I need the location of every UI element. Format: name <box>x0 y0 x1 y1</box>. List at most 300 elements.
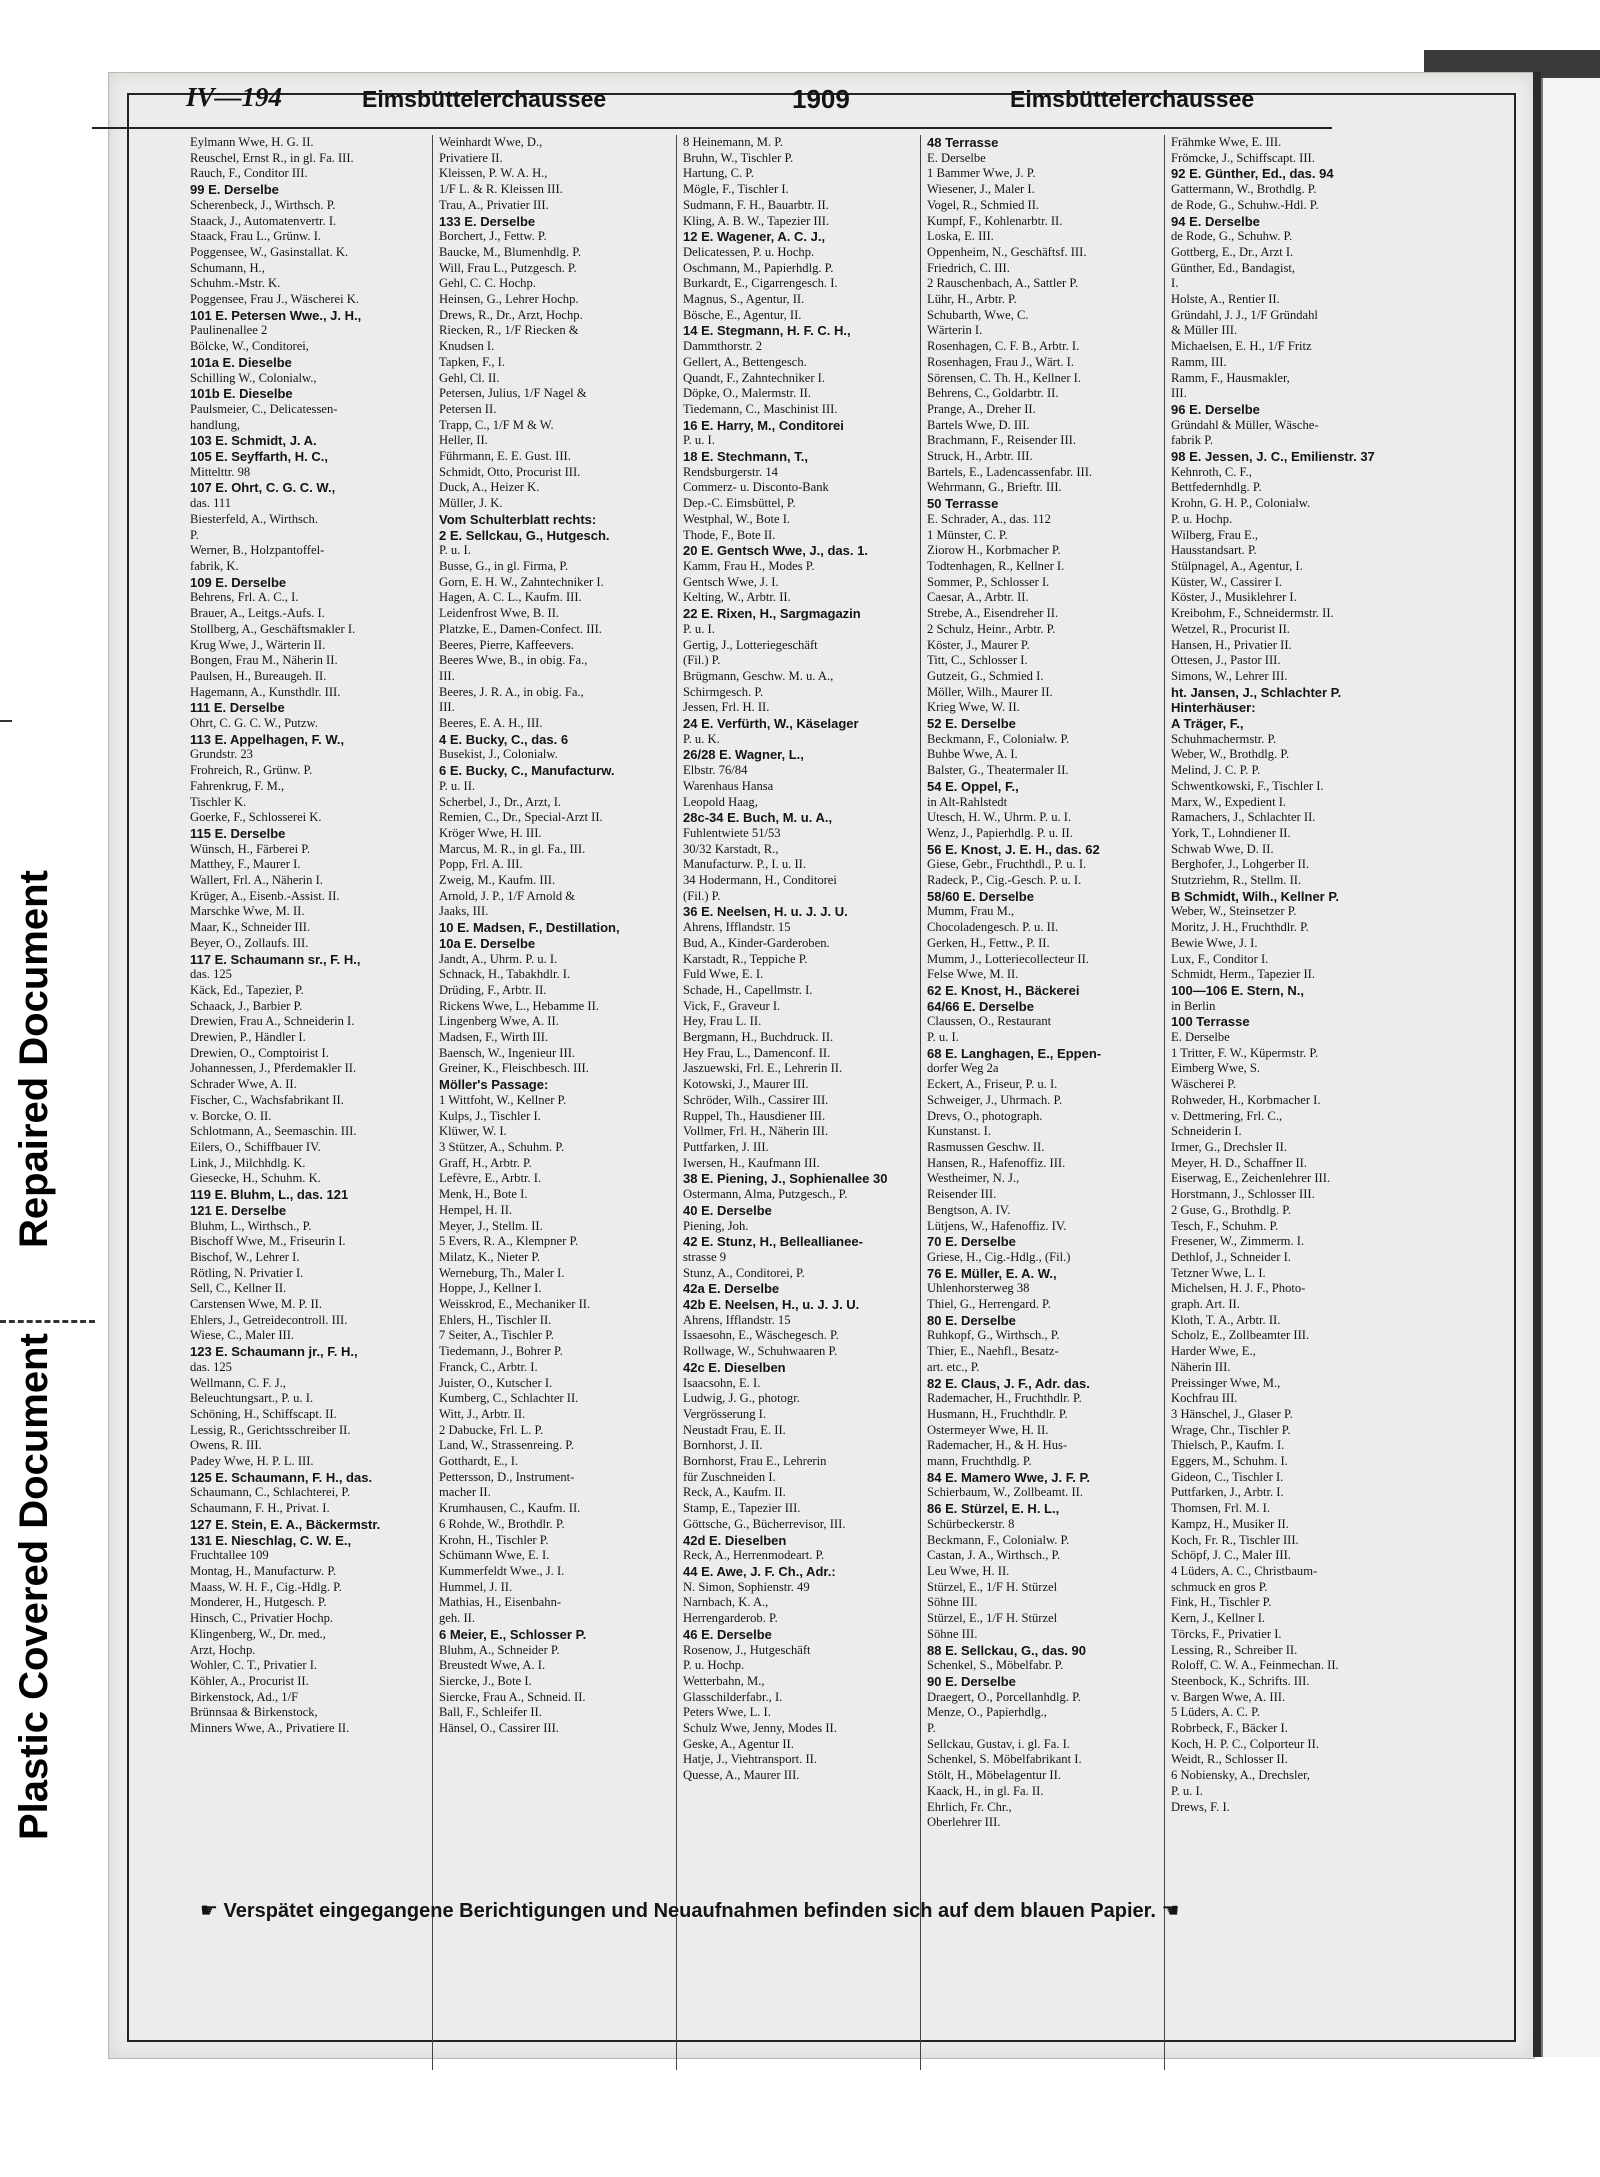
directory-entry: das. 125 <box>190 967 232 982</box>
directory-entry: 7 Seiter, A., Tischler P. <box>439 1328 554 1343</box>
directory-entry: Schwentkowski, F., Tischler I. <box>1171 778 1324 793</box>
directory-entry: Ball, F., Schleifer II. <box>439 1705 542 1720</box>
directory-entry: Kröger Wwe, H. III. <box>439 825 542 840</box>
directory-entry: Tesch, F., Schuhm. P. <box>1171 1218 1279 1233</box>
directory-entry: mann, Fruchthdlg. P. <box>927 1454 1032 1469</box>
directory-entry: Giesecke, H., Schuhm. K. <box>190 1171 321 1186</box>
directory-entry: Oschmann, M., Papierhdlg. P. <box>683 260 834 275</box>
directory-entry: Juister, O., Kutscher I. <box>439 1375 553 1390</box>
directory-entry: A Träger, F., <box>1171 716 1244 732</box>
directory-entry: 133 E. Derselbe <box>439 213 536 229</box>
directory-entry: 20 E. Gentsch Wwe, J., das. 1. <box>683 543 868 559</box>
page-header <box>92 82 1332 132</box>
repaired-document-label: Repaired Document <box>12 870 56 1248</box>
directory-entry: Busekist, J., Colonialw. <box>439 747 558 762</box>
directory-entry: Hatje, J., Viehtransport. II. <box>683 1752 818 1767</box>
directory-entry: Elbstr. 76/84 <box>683 763 748 778</box>
directory-entry: & Müller III. <box>1171 323 1238 338</box>
directory-entry: Trau, A., Privatier III. <box>439 197 549 212</box>
directory-entry: 16 E. Harry, M., Conditorei <box>683 417 844 433</box>
directory-entry: Drewien, P., Händler I. <box>190 1030 306 1045</box>
directory-entry: Söhne III. <box>927 1595 978 1610</box>
directory-entry: Preissinger Wwe, M., <box>1171 1375 1281 1390</box>
footer-text: Verspätet eingegangene Berichtigungen und Neuaufnahmen befinden sich auf dem blauen Papier. <box>223 1900 1156 1922</box>
directory-entry: Lessing, R., Schreiber II. <box>1171 1642 1298 1657</box>
directory-entry: Beleuchtungsart., P. u. I. <box>190 1391 314 1406</box>
directory-entry: Wrage, Chr., Tischler P. <box>1171 1422 1291 1437</box>
directory-entry: Sellckau, Gustav, i. gl. Fa. I. <box>927 1736 1070 1751</box>
directory-entry: Mumm, Frau M., <box>927 904 1015 919</box>
directory-entry: Leu Wwe, H. II. <box>927 1563 1010 1578</box>
directory-entry: 42a E. Derselbe <box>683 1281 780 1297</box>
directory-entry: Meyer, J., Stellm. II. <box>439 1218 543 1233</box>
directory-entry: Wallert, Frl. A., Näherin I. <box>190 873 323 888</box>
directory-entry: Leopold Haag, <box>683 794 758 809</box>
directory-entry: Frömcke, J., Schiffscapt. III. <box>1171 150 1315 165</box>
directory-entry: Breustedt Wwe, A. I. <box>439 1658 546 1673</box>
directory-entry: Staack, J., Automatenvertr. I. <box>190 213 337 228</box>
directory-entry: Beckmann, F., Colonialw. P. <box>927 1532 1070 1547</box>
directory-entry: Kumberg, C., Schlachter II. <box>439 1391 579 1406</box>
directory-entry: Schmidt, Herm., Tapezier II. <box>1171 967 1316 982</box>
directory-entry: 5 Evers, R. A., Klempner P. <box>439 1234 579 1249</box>
directory-entry: Stölt, H., Möbelagentur II. <box>927 1768 1061 1783</box>
directory-entry: Ramm, F., Hausmakler, <box>1171 370 1290 385</box>
directory-entry: Todtenhagen, R., Kellner I. <box>927 558 1065 573</box>
directory-entry: Weber, W., Brothdlg. P. <box>1171 747 1290 762</box>
directory-entry: Gehl, C. C. Hochp. <box>439 276 536 291</box>
directory-entry: Kumpf, F., Kohlenarbtr. II. <box>927 213 1063 228</box>
directory-entry: Marschke Wwe, M. II. <box>190 904 305 919</box>
directory-entry: Stamp, E., Tapezier III. <box>683 1501 801 1516</box>
directory-entry: Brünnsaa & Birkenstock, <box>190 1705 318 1720</box>
directory-entry: Ottesen, J., Pastor III. <box>1171 653 1281 668</box>
directory-entry: 70 E. Derselbe <box>927 1234 1016 1250</box>
directory-entry: Hagen, A. C. L., Kaufm. III. <box>439 590 582 605</box>
directory-entry: Weber, W., Steinsetzer P. <box>1171 904 1297 919</box>
header-rule <box>92 127 1332 129</box>
directory-entry: Schmidt, Otto, Procurist III. <box>439 464 581 479</box>
directory-entry: Titt, C., Schlosser I. <box>927 653 1028 668</box>
directory-entry: Heller, II. <box>439 433 488 448</box>
directory-entry: Roloff, C. W. A., Feinmechan. II. <box>1171 1658 1339 1673</box>
directory-entry: Bruhn, W., Tischler P. <box>683 150 794 165</box>
directory-entry: Kunstanst. I. <box>927 1124 992 1139</box>
directory-entry: Grundstr. 23 <box>190 747 253 762</box>
directory-entry: Köster, J., Musiklehrer I. <box>1171 590 1297 605</box>
label-tick-top <box>0 720 12 722</box>
directory-entry: Marcus, M. R., in gl. Fa., III. <box>439 841 586 856</box>
directory-entry: Loska, E. III. <box>927 229 994 244</box>
directory-entry: Michaelsen, E. H., 1/F Fritz <box>1171 339 1312 354</box>
directory-entry: Strebe, A., Eisendreher II. <box>927 606 1059 621</box>
directory-entry: Kelting, W., Arbtr. II. <box>683 590 791 605</box>
directory-entry: Küster, W., Cassirer I. <box>1171 574 1283 589</box>
directory-entry: das. 111 <box>190 496 232 511</box>
directory-entry: Bösche, E., Agentur, II. <box>683 307 802 322</box>
directory-entry: Näherin III. <box>1171 1359 1231 1374</box>
directory-entry: Privatiere II. <box>439 150 503 165</box>
directory-entry: Ehrlich, Fr. Chr., <box>927 1799 1012 1814</box>
directory-entry: Fischer, C., Wachsfabrikant II. <box>190 1092 344 1107</box>
directory-entry: 88 E. Sellckau, G., das. 90 <box>927 1642 1086 1658</box>
directory-entry: Lühr, H., Arbtr. P. <box>927 292 1017 307</box>
directory-entry: 28c-34 E. Buch, M. u. A., <box>683 810 833 826</box>
directory-entry: Krug Wwe, J., Wärterin II. <box>190 637 326 652</box>
directory-entry: in Berlin <box>1171 998 1216 1013</box>
directory-entry: macher II. <box>439 1485 491 1500</box>
directory-entry: Drevs, O., photograph. <box>927 1108 1043 1123</box>
directory-entry: Busse, G., in gl. Firma, P. <box>439 558 569 573</box>
directory-entry: 6 Meier, E., Schlosser P. <box>439 1626 587 1642</box>
directory-entry: Schierbaum, W., Zollbeamt. II. <box>927 1485 1083 1500</box>
directory-entry: 94 E. Derselbe <box>1171 213 1260 229</box>
directory-entry: Matthey, F., Maurer I. <box>190 857 301 872</box>
directory-entry: Goerke, F., Schlosserei K. <box>190 810 322 825</box>
directory-entry: Kling, A. B. W., Tapezier III. <box>683 213 830 228</box>
directory-entry: Schümann Wwe, E. I. <box>439 1548 550 1563</box>
directory-entry: Brachmann, F., Reisender III. <box>927 433 1077 448</box>
directory-entry: Wellmann, C. F. J., <box>190 1375 286 1390</box>
directory-entry: Tetzner Wwe, L. I. <box>1171 1265 1266 1280</box>
directory-entry: Hinterhäuser: <box>1171 700 1256 716</box>
directory-entry: Geske, A., Agentur II. <box>683 1736 794 1751</box>
directory-entry: Wiese, C., Maler III. <box>190 1328 295 1343</box>
directory-entry: Hansen, R., Hafenoffiz. III. <box>927 1155 1066 1170</box>
directory-entry: Gertig, J., Lotteriegeschäft <box>683 637 818 652</box>
year-title: 1909 <box>792 84 850 114</box>
directory-entry: P. u. Hochp. <box>1171 511 1233 526</box>
directory-entry: Berghofer, J., Lohgerber II. <box>1171 857 1310 872</box>
directory-entry: Fruchtallee 109 <box>190 1548 269 1563</box>
directory-entry: in Alt-Rahlstedt <box>927 794 1008 809</box>
directory-entry: Krüger, A., Eisenb.-Assist. II. <box>190 888 340 903</box>
directory-entry: Manufacturw. P., I. u. II. <box>683 857 806 872</box>
directory-entry: Drews, R., Dr., Arzt, Hochp. <box>439 307 583 322</box>
directory-entry: Popp, Frl. A. III. <box>439 857 523 872</box>
directory-entry: Caesar, A., Arbtr. II. <box>927 590 1029 605</box>
directory-entry: Vogel, R., Schmied II. <box>927 197 1040 212</box>
directory-entry: Johannessen, J., Pferdemakler II. <box>190 1061 357 1076</box>
directory-entry: 12 E. Wagener, A. C. J., <box>683 229 826 245</box>
directory-entry: Heinsen, G., Lehrer Hochp. <box>439 292 579 307</box>
directory-entry: Hinsch, C., Privatier Hochp. <box>190 1611 334 1626</box>
directory-entry: Rauch, F., Conditor III. <box>190 166 308 181</box>
directory-entry: Schürbeckerstr. 8 <box>927 1516 1015 1531</box>
directory-entry: 42 E. Stunz, H., Belleallianee- <box>683 1234 863 1250</box>
directory-entry: 14 E. Stegmann, H. F. C. H., <box>683 323 851 339</box>
directory-entry: Gottberg, E., Dr., Arzt I. <box>1171 244 1294 259</box>
directory-entry: Vick, F., Graveur I. <box>683 998 781 1013</box>
directory-entry: Eylmann Wwe, H. G. II. <box>190 135 314 149</box>
directory-entry: Ziorow H., Korbmacher P. <box>927 543 1061 558</box>
directory-entry: Möller, Wilh., Maurer II. <box>927 684 1053 699</box>
directory-entry: Beeres, J. R. A., in obig. Fa., <box>439 684 584 699</box>
directory-entry: Schlotmann, A., Seemaschin. III. <box>190 1124 357 1139</box>
directory-entry: Bornhorst, Frau E., Lehrerin <box>683 1454 827 1469</box>
directory-entry: Utesch, H. W., Uhrm. P. u. I. <box>927 810 1072 825</box>
directory-entry: Beyer, O., Zollaufs. III. <box>190 935 309 950</box>
directory-entry: fabrik P. <box>1171 433 1213 448</box>
directory-entry: York, T., Lohndiener II. <box>1171 825 1291 840</box>
directory-entry: Klingenberg, W., Dr. med., <box>190 1626 326 1641</box>
directory-entry: Commerz- u. Disconto-Bank <box>683 480 829 495</box>
directory-entry: Petersen II. <box>439 401 497 416</box>
directory-entry: Chocoladengesch. P. u. II. <box>927 920 1059 935</box>
directory-entry: 42b E. Neelsen, H., u. J. J. U. <box>683 1297 860 1313</box>
directory-entry: Ostermeyer Wwe, H. II. <box>927 1422 1049 1437</box>
directory-entry: geh. II. <box>439 1611 476 1626</box>
directory-entry: 6 E. Bucky, C., Manufacturw. <box>439 763 615 779</box>
directory-entry: Steenbock, K., Schrifts. III. <box>1171 1673 1310 1688</box>
directory-entry: Madsen, F., Wirth III. <box>439 1030 549 1045</box>
directory-entry: Dammthorstr. 2 <box>683 339 763 354</box>
directory-entry: 64/66 E. Derselbe <box>927 998 1034 1014</box>
directory-entry: Kern, J., Kellner I. <box>1171 1611 1266 1626</box>
directory-entry: E. Derselbe <box>1171 1030 1230 1045</box>
directory-entry: Kummerfeldt Wwe., J. I. <box>439 1563 565 1578</box>
directory-entry: Borchert, J., Fettw. P. <box>439 229 547 244</box>
directory-entry: E. Derselbe <box>927 150 986 165</box>
directory-entry: Hoppe, J., Kellner I. <box>439 1281 542 1296</box>
directory-entry: Ehlers, H., Tischler II. <box>439 1312 552 1327</box>
directory-entry: Schuhm.-Mstr. K. <box>190 276 281 291</box>
directory-entry: Milatz, K., Nieter P. <box>439 1249 541 1264</box>
directory-entry: 50 Terrasse <box>927 496 999 512</box>
directory-entry: Gründahl & Müller, Wäsche- <box>1171 417 1319 432</box>
directory-entry: 100—106 E. Stern, N., <box>1171 982 1304 998</box>
directory-column-2 <box>432 135 669 2070</box>
document-label-sidebar <box>0 720 95 1860</box>
directory-entry: Ohrt, C. G. C. W., Putzw. <box>190 716 318 731</box>
directory-entry: Magnus, S., Agentur, II. <box>683 292 805 307</box>
directory-entry: P. u. K. <box>683 731 720 746</box>
directory-entry: Duck, A., Heizer K. <box>439 480 540 495</box>
directory-entry: Biesterfeld, A., Wirthsch. <box>190 511 318 526</box>
directory-entry: 3 Hänschel, J., Glaser P. <box>1171 1406 1293 1421</box>
directory-entry: Klüwer, W. I. <box>439 1124 507 1139</box>
directory-entry: Harder Wwe, E., <box>1171 1344 1256 1359</box>
directory-entry: Zweig, M., Kaufm. III. <box>439 873 556 888</box>
directory-entry: Mathias, H., Eisenbahn- <box>439 1595 562 1610</box>
directory-entry: Ostermann, Alma, Putzgesch., P. <box>683 1187 848 1202</box>
directory-entry: P. <box>927 1721 936 1736</box>
directory-entry: Irmer, G., Drechsler II. <box>1171 1140 1287 1154</box>
directory-entry: das. 125 <box>190 1359 232 1374</box>
directory-entry: Frohreich, R., Grünw. P. <box>190 763 313 778</box>
directory-entry: Schumann, H., <box>190 260 265 275</box>
directory-entry: Wetterbahn, M., <box>683 1673 765 1688</box>
directory-entry: Link, J., Milchhdlg. K. <box>190 1155 306 1170</box>
directory-entry: Vergrösserung I. <box>683 1406 767 1421</box>
directory-entry: 56 E. Knost, J. E. H., das. 62 <box>927 841 1100 857</box>
directory-entry: Maar, K., Schneider III. <box>190 920 311 935</box>
directory-entry: III. <box>439 700 455 715</box>
directory-entry: 121 E. Derselbe <box>190 1202 287 1218</box>
directory-entry: 68 E. Langhagen, E., Eppen- <box>927 1045 1102 1061</box>
directory-entry: 119 E. Bluhm, L., das. 121 <box>190 1187 349 1203</box>
directory-entry: Bluhm, A., Schneider P. <box>439 1642 560 1657</box>
adjacent-page-strip <box>1541 78 1600 2057</box>
directory-entry: 44 E. Awe, J. F. Ch., Adr.: <box>683 1563 836 1579</box>
directory-entry: 22 E. Rixen, H., Sargmagazin <box>683 606 861 622</box>
directory-entry: Scholz, E., Zollbeamter III. <box>1171 1328 1310 1343</box>
directory-entry: Schöning, H., Schiffscapt. II. <box>190 1406 337 1421</box>
directory-entry: Vom Schulterblatt rechts: <box>439 511 597 527</box>
directory-entry: Kotowski, J., Maurer III. <box>683 1077 809 1092</box>
directory-entry: 18 E. Stechmann, T., <box>683 449 808 465</box>
directory-entry: 2 Rauschenbach, A., Sattler P. <box>927 276 1079 291</box>
directory-entry: Krohn, G. H. P., Colonialw. <box>1171 496 1311 511</box>
directory-entry: 84 E. Mamero Wwe, J. F. P. <box>927 1469 1091 1485</box>
directory-entry: Lessig, R., Gerichtsschreiber II. <box>190 1422 351 1437</box>
directory-entry: Rosenhagen, C. F. B., Arbtr. I. <box>927 339 1080 354</box>
directory-entry: Eckert, A., Friseur, P. u. I. <box>927 1077 1058 1092</box>
directory-entry: Moritz, J. H., Fruchthdlr. P. <box>1171 920 1309 935</box>
directory-entry: Neustadt Frau, E. II. <box>683 1422 786 1437</box>
directory-entry: Holste, A., Rentier II. <box>1171 292 1280 307</box>
page-spine-edge <box>1533 72 1541 2057</box>
street-title-left: Eimsbüttelerchaussee <box>362 86 607 112</box>
directory-entry: 113 E. Appelhagen, F. W., <box>190 731 345 747</box>
directory-column-5 <box>1164 135 1376 2070</box>
directory-entry: Schrader Wwe, A. II. <box>190 1077 297 1092</box>
directory-entry: Schneiderin I. <box>1171 1124 1242 1139</box>
directory-entry: 54 E. Oppel, F., <box>927 778 1019 794</box>
directory-entry: Siercke, Frau A., Schneid. II. <box>439 1689 586 1704</box>
directory-entry: Friedrich, C. III. <box>927 260 1010 275</box>
directory-entry: III. <box>439 668 455 683</box>
directory-entry: Leidenfrost Wwe, B. II. <box>439 606 560 621</box>
directory-entry: Eimberg Wwe, S. <box>1171 1061 1261 1076</box>
directory-entry: Paulsen, H., Bureaugeh. II. <box>190 668 327 683</box>
directory-entry: Frähmke Wwe, E. III. <box>1171 135 1282 149</box>
directory-entry: Rademacher, H., Fruchthdlr. P. <box>927 1391 1082 1406</box>
directory-entry: Eilers, O., Schiffbauer IV. <box>190 1140 321 1154</box>
directory-entry: Reck, A., Kaufm. II. <box>683 1485 786 1500</box>
directory-entry: Monderer, H., Hutgesch. P. <box>190 1595 327 1610</box>
directory-entry: Krohn, H., Tischler P. <box>439 1532 549 1547</box>
directory-entry: Ludwig, J. G., photogr. <box>683 1391 800 1406</box>
directory-entry: Bluhm, L., Wirthsch., P. <box>190 1218 312 1233</box>
directory-entry: Schaumann, F. H., Privat. I. <box>190 1501 330 1516</box>
directory-entry: Göttsche, G., Bücherrevisor, III. <box>683 1516 846 1531</box>
directory-entry: Kloth, T. A., Arbtr. II. <box>1171 1312 1281 1327</box>
directory-entry: Fahrenkrug, F. M., <box>190 778 285 793</box>
directory-entry: 52 E. Derselbe <box>927 716 1016 732</box>
directory-entry: 48 Terrasse <box>927 135 999 150</box>
directory-entry: Brauer, A., Leitgs.-Aufs. I. <box>190 606 325 621</box>
directory-entry: 96 E. Derselbe <box>1171 401 1260 417</box>
directory-entry: Siercke, J., Bote I. <box>439 1673 532 1688</box>
directory-entry: P. <box>190 527 199 542</box>
directory-entry: 36 E. Neelsen, H. u. J. J. U. <box>683 904 848 920</box>
street-title-right: Eimsbüttelerchaussee <box>1010 86 1255 112</box>
directory-entry: Narnbach, K. A., <box>683 1595 769 1610</box>
directory-entry: Thier, E., Naehfl., Besatz- <box>927 1344 1059 1359</box>
directory-entry: Dethlof, J., Schneider I. <box>1171 1249 1291 1264</box>
directory-entry: Franck, C., Arbtr. I. <box>439 1359 538 1374</box>
directory-entry: Graff, H., Arbtr. P. <box>439 1155 532 1170</box>
directory-entry: v. Borcke, O. II. <box>190 1108 272 1123</box>
directory-entry: 3 Stützer, A., Schuhm. P. <box>439 1140 565 1154</box>
directory-entry: Isaacsohn, E. I. <box>683 1375 761 1390</box>
directory-entry: N. Simon, Sophienstr. 49 <box>683 1579 810 1594</box>
directory-entry: dorfer Weg 2a <box>927 1061 999 1076</box>
directory-entry: ht. Jansen, J., Schlachter P. <box>1171 684 1342 700</box>
directory-entry: Drews, F. I. <box>1171 1799 1230 1814</box>
directory-entry: Piening, Joh. <box>683 1218 749 1233</box>
directory-entry: Gideon, C., Tischler I. <box>1171 1469 1284 1484</box>
directory-entry: Möller's Passage: <box>439 1077 549 1093</box>
page-number: IV—194 <box>186 82 283 112</box>
directory-entry: Stutzriehm, R., Stellm. II. <box>1171 873 1302 888</box>
directory-entry: Poggensee, Frau J., Wäscherei K. <box>190 292 360 307</box>
directory-entry: Schaack, J., Barbier P. <box>190 998 303 1013</box>
directory-entry: 115 E. Derselbe <box>190 825 286 841</box>
directory-entry: Drewien, O., Comptoirist I. <box>190 1045 329 1060</box>
directory-entry: Rickens Wwe, L., Hebamme II. <box>439 998 599 1013</box>
directory-entry: Giese, Gebr., Fruchthdl., P. u. I. <box>927 857 1087 872</box>
directory-entry: 107 E. Ohrt, C. G. C. W., <box>190 480 336 496</box>
directory-entry: Beckmann, F., Colonialw. P. <box>927 731 1070 746</box>
directory-entry: 38 E. Piening, J., Sophienallee 30 <box>683 1171 888 1187</box>
directory-entry: Wiesener, J., Maler I. <box>927 182 1035 197</box>
directory-entry: Fink, H., Tischler P. <box>1171 1595 1272 1610</box>
directory-entry: Arzt, Hochp. <box>190 1642 256 1657</box>
directory-entry: Thiel, G., Herrengard. P. <box>927 1297 1051 1312</box>
directory-entry: Radeck, P., Cig.-Gesch. P. u. I. <box>927 873 1082 888</box>
directory-entry: Koch, H. P. C., Colporteur II. <box>1171 1736 1319 1751</box>
directory-entry: P. u. I. <box>1171 1783 1203 1798</box>
directory-entry: 6 Rohde, W., Brothdlr. P. <box>439 1516 565 1531</box>
directory-entry: Tiedemann, C., Maschinist III. <box>683 401 838 416</box>
directory-entry: Kamm, Frau H., Modes P. <box>683 558 815 573</box>
directory-entry: Wenz, J., Papierhdlg. P. u. II. <box>927 825 1073 840</box>
directory-entry: Hänsel, O., Cassirer III. <box>439 1721 559 1736</box>
directory-entry: Schubarth, Wwe, C. <box>927 307 1029 322</box>
directory-entry: Struck, H., Arbtr. III. <box>927 449 1033 464</box>
directory-entry: Balster, G., Theatermaler II. <box>927 763 1069 778</box>
directory-entry: Herrengarderob. P. <box>683 1611 778 1626</box>
directory-entry: 2 Guse, G., Brothdlg. P. <box>1171 1202 1291 1217</box>
directory-entry: 4 Lüders, A. C., Christbaum- <box>1171 1563 1318 1578</box>
directory-entry: Söhne III. <box>927 1626 978 1641</box>
directory-entry: Trapp, C., 1/F M & W. <box>439 417 554 432</box>
directory-entry: de Rode, G., Schuhw.-Hdl. P. <box>1171 197 1319 212</box>
directory-entry: 46 E. Derselbe <box>683 1626 772 1642</box>
directory-entry: Issaesohn, E., Wäschegesch. P. <box>683 1328 839 1343</box>
directory-entry: Paulsmeier, C., Delicatessen- <box>190 401 338 416</box>
directory-entry: Staack, Frau L., Grünw. I. <box>190 229 322 244</box>
directory-entry: Oberlehrer III. <box>927 1815 1001 1830</box>
directory-entry: Rosenow, J., Hutgeschäft <box>683 1642 811 1657</box>
directory-entry: Greiner, K., Fleischbesch. III. <box>439 1061 589 1076</box>
directory-entry: Wärterin I. <box>927 323 983 338</box>
directory-entry: Weisskrod, E., Mechaniker II. <box>439 1297 591 1312</box>
directory-entry: Wehrmann, G., Brieftr. III. <box>927 480 1062 495</box>
directory-entry: Scherenbeck, J., Wirthsch. P. <box>190 197 336 212</box>
directory-entry: Stürzel, E., 1/F H. Stürzel <box>927 1611 1058 1626</box>
directory-entry: Reuschel, Ernst R., in gl. Fa. III. <box>190 150 354 165</box>
directory-entry: Mumm, J., Lotteriecollecteur II. <box>927 951 1089 966</box>
directory-entry: Schade, H., Capellmstr. I. <box>683 982 813 997</box>
directory-entry: Jaszuewski, Frl. E., Lehrerin II. <box>683 1061 843 1076</box>
directory-entry: Schröder, Wilh., Cassirer III. <box>683 1092 829 1107</box>
directory-entry: Schweiger, J., Uhrmach. P. <box>927 1092 1063 1107</box>
directory-entry: Döpke, O., Malermstr. II. <box>683 386 812 401</box>
directory-entry: Thomsen, Frl. M. I. <box>1171 1501 1270 1516</box>
